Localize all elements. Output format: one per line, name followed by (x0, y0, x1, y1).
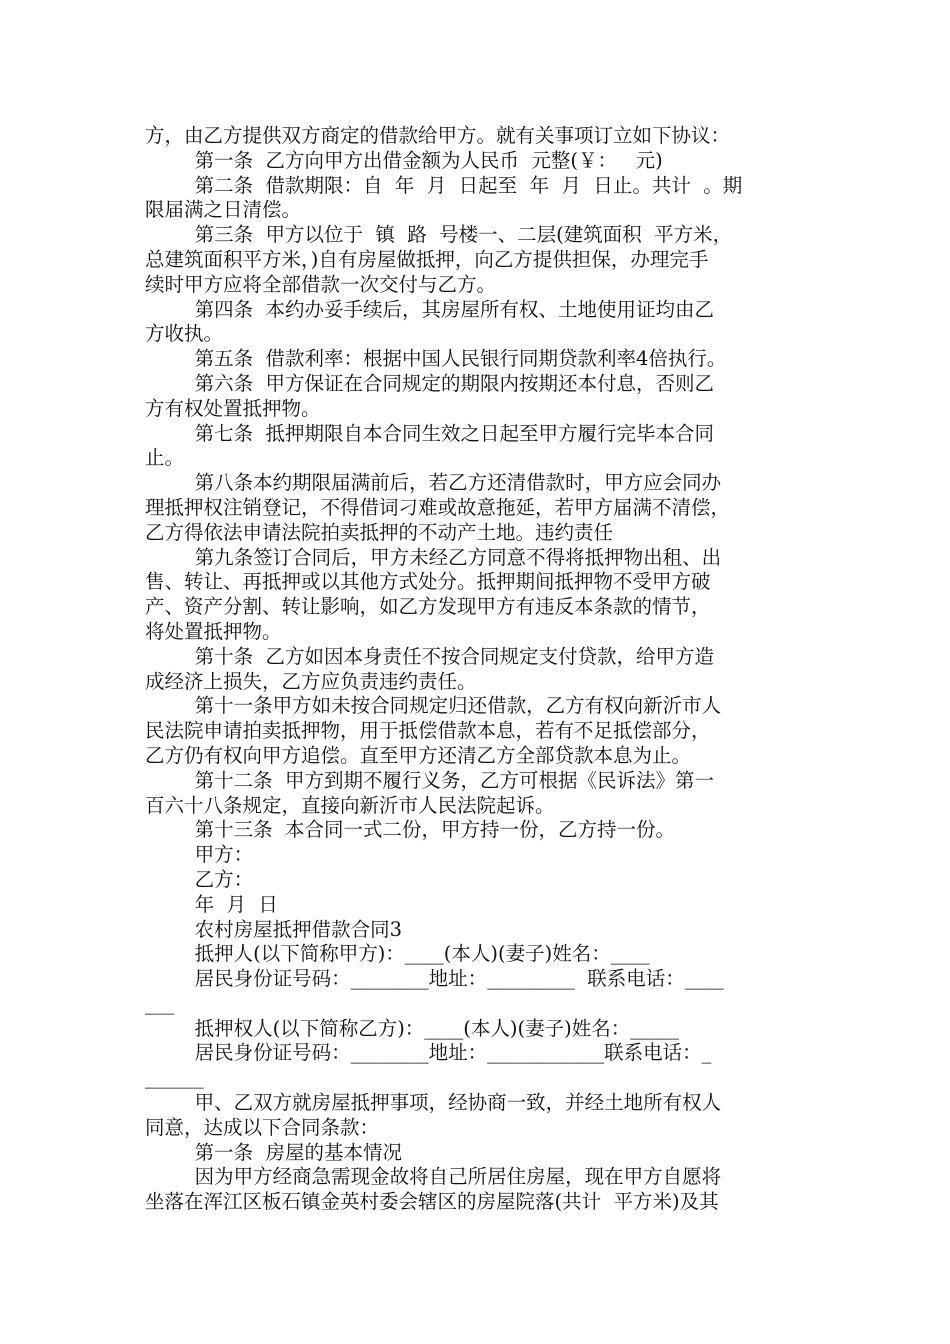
text-line: 方收执。 (145, 322, 224, 346)
text-line: 第一条 乙方向甲方出借金额为人民币 元整(￥： 元) (145, 148, 663, 172)
text-line: 第一条 房屋的基本情况 (145, 1140, 402, 1164)
text-line: 总建筑面积平方米，)自有房屋做抵押，向乙方提供担保，办理完手 (145, 247, 709, 271)
text-line: 乙方： (145, 867, 254, 891)
text-line: 甲方： (145, 843, 254, 867)
document-page (145, 124, 807, 1215)
text-line: 第十条 乙方如因本身责任不按合同规定支付贷款，给甲方造 (145, 644, 714, 668)
text-line: 甲、乙双方就房屋抵押事项，经协商一致，并经土地所有权人 (145, 1091, 722, 1115)
text-line: 农村房屋抵押借款合同3 (145, 917, 402, 941)
text-line: 第十二条 甲方到期不履行义务，乙方可根据《民诉法》第一 (145, 768, 714, 792)
text-line: 第五条 借款利率：根据中国人民银行同期贷款利率4倍执行。 (145, 347, 727, 371)
text-line: 将处置抵押物。 (145, 619, 282, 643)
text-line: 第六条 甲方保证在合同规定的期限内按期还本付息，否则乙 (145, 371, 714, 395)
text-line: 民法院申请拍卖抵押物，用于抵偿借款本息，若有不足抵偿部分， (145, 719, 711, 743)
text-line: 第十三条 本合同一式二份，甲方持一份，乙方持一份。 (145, 818, 675, 842)
text-line: 居民身份证号码：________地址：_________ 联系电话：____ (145, 967, 724, 991)
text-line: 第二条 借款期限：自 年 月 日起至 年 月 日止。共计 。期 (145, 173, 743, 197)
text-line: 第十一条甲方如未按合同规定归还借款，乙方有权向新沂市人 (145, 694, 722, 718)
text-line: 第八条本约期限届满前后，若乙方还清借款时，甲方应会同办 (145, 471, 722, 495)
text-line: 因为甲方经商急需现金故将自己所居住房屋，现在甲方自愿将 (145, 1165, 722, 1189)
text-line: 抵押权人(以下简称乙方)：____(本人)(妻子)姓名：_____ (145, 1016, 679, 1040)
text-line: ___ (145, 991, 175, 1015)
text-line: 成经济上损失，乙方应负责违约责任。 (145, 669, 477, 693)
text-line: 方，由乙方提供双方商定的借款给甲方。就有关事项订立如下协议： (145, 124, 731, 147)
text-line: 理抵押权注销登记，不得借词刁难或故意拖延，若甲方届满不清偿， (145, 495, 731, 519)
text-line: 限届满之日清偿。 (145, 198, 302, 222)
text-line: 居民身份证号码：________地址：____________联系电话：_ (145, 1041, 712, 1065)
text-line: 产、资产分割、转让影响，如乙方发现甲方有违反本条款的情节， (145, 595, 711, 619)
text-line: 同意，达成以下合同条款： (145, 1115, 380, 1139)
text-line: 百六十八条规定，直接向新沂市人民法院起诉。 (145, 793, 555, 817)
text-line: 乙方得依法申请法院拍卖抵押的不动产土地。违约责任 (145, 520, 614, 544)
text-line: 第七条 抵押期限自本合同生效之日起至甲方履行完毕本合同 (145, 421, 714, 445)
text-line: 方有权处置抵押物。 (145, 396, 321, 420)
text-line: 止。 (145, 446, 185, 470)
text-line: 第四条 本约办妥手续后，其房屋所有权、土地使用证均由乙 (145, 297, 714, 321)
text-line: 乙方仍有权向甲方追偿。直至甲方还清乙方全部贷款本息为止。 (145, 743, 692, 767)
text-line: 坐落在浑江区板石镇金英村委会辖区的房屋院落(共计 平方米)及其 (145, 1190, 719, 1214)
text-line: 第三条 甲方以位于 镇 路 号楼一、二层(建筑面积 平方米， (145, 223, 733, 247)
text-line: 续时甲方应将全部借款一次交付与乙方。 (145, 272, 497, 296)
text-line: 抵押人(以下简称甲方)：____(本人)(妻子)姓名：____ (145, 942, 650, 966)
text-line: ______ (145, 1066, 204, 1090)
text-line: 年 月 日 (145, 892, 278, 916)
text-line: 售、转让、再抵押或以其他方式处分。抵押期间抵押物不受甲方破 (145, 570, 711, 594)
text-line: 第九条签订合同后，甲方未经乙方同意不得将抵押物出租、出 (145, 545, 722, 569)
